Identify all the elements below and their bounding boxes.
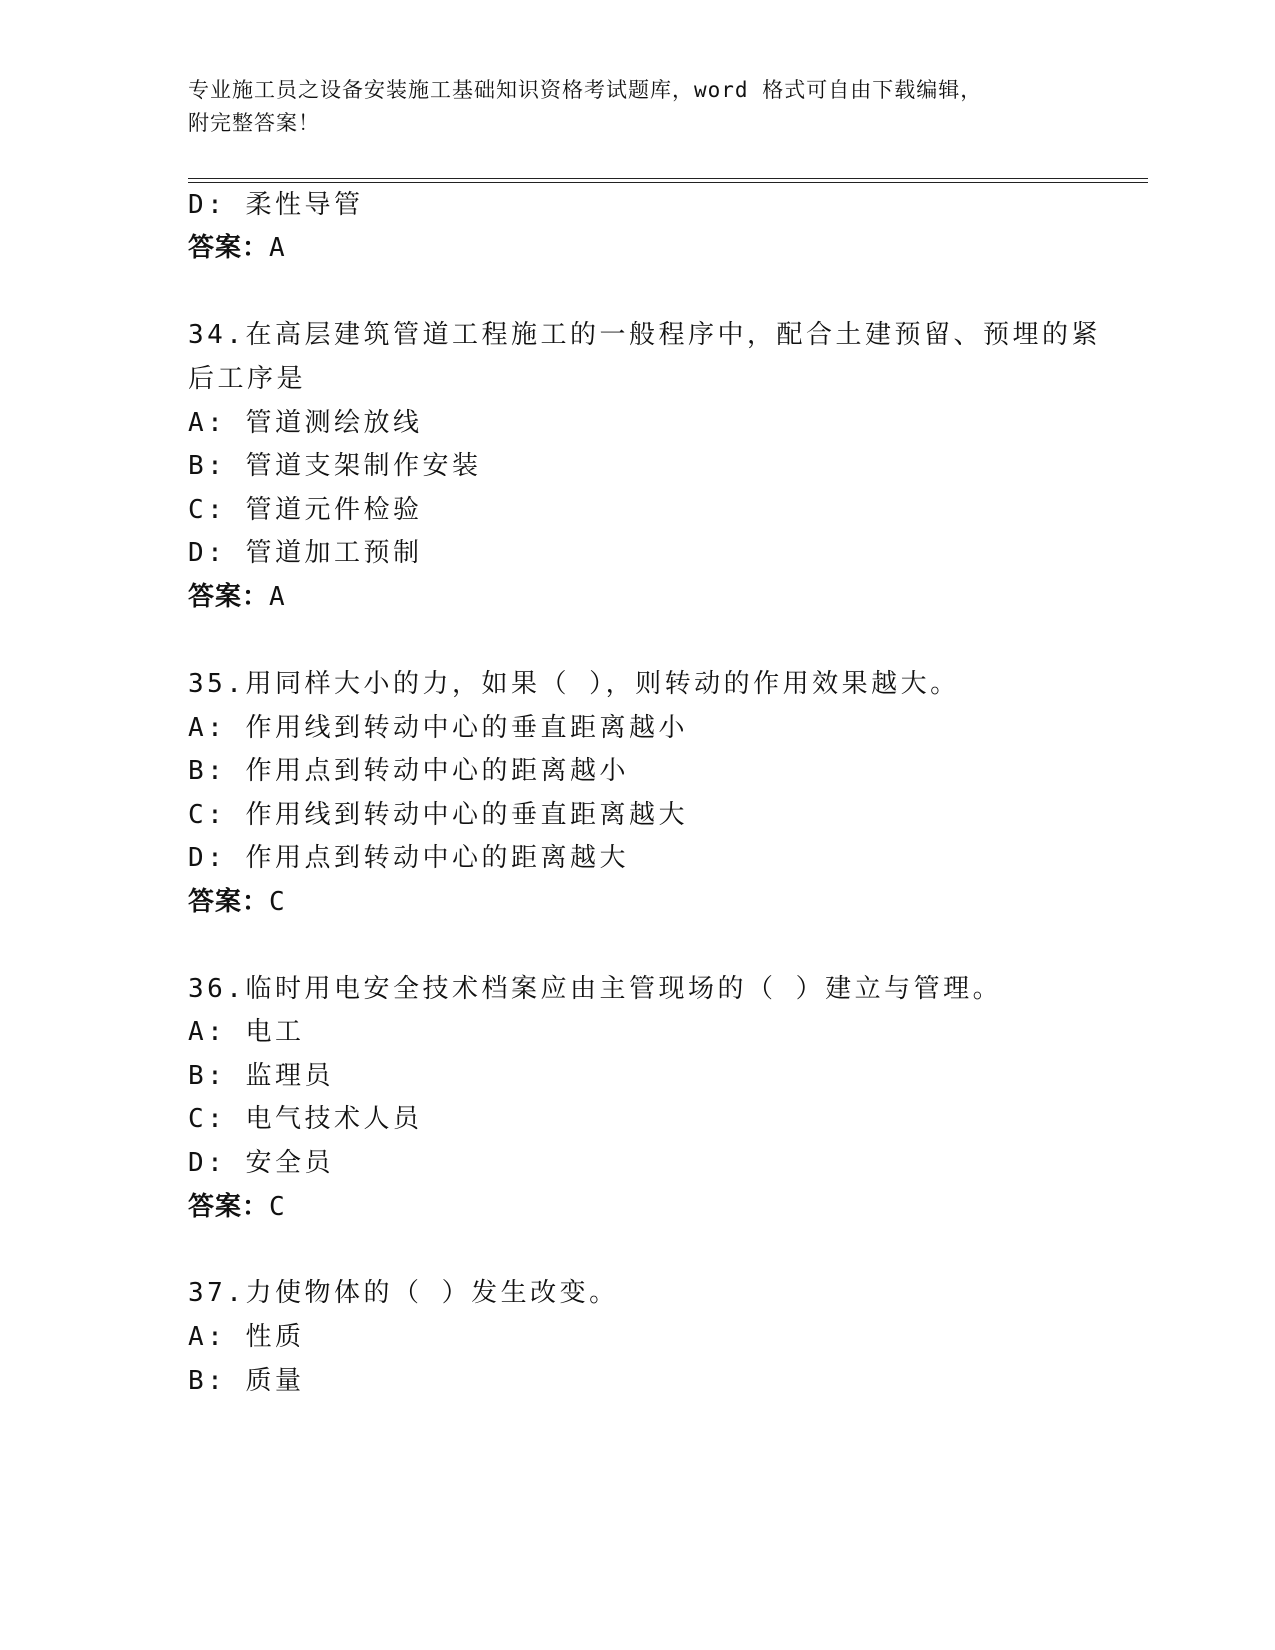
option-a: A: 作用线到转动中心的垂直距离越小 xyxy=(188,713,688,743)
option-c: C: 管道元件检验 xyxy=(188,495,423,525)
option-a: A: 电工 xyxy=(188,1017,305,1047)
header-line-1: 专业施工员之设备安装施工基础知识资格考试题库，word 格式可自由下载编辑， xyxy=(188,78,983,102)
answer-value: C xyxy=(269,1192,286,1222)
document-header xyxy=(188,74,1088,140)
header-divider xyxy=(188,178,1148,183)
answer-label: 答案： xyxy=(188,582,270,612)
question-stem: 34.在高层建筑管道工程施工的一般程序中，配合土建预留、预埋的紧 xyxy=(188,320,1101,350)
answer-line xyxy=(188,1190,286,1224)
header-line-2: 附完整答案！ xyxy=(188,111,320,135)
option-d: D: 管道加工预制 xyxy=(188,538,423,568)
option-a: A: 性质 xyxy=(188,1322,305,1352)
option-b: B: 质量 xyxy=(188,1366,305,1396)
option-d: D: 柔性导管 xyxy=(188,190,364,220)
answer-line xyxy=(188,885,286,919)
question-stem-continued: 后工序是 xyxy=(188,364,307,394)
option-b: B: 作用点到转动中心的距离越小 xyxy=(188,756,629,786)
answer-value: A xyxy=(269,233,286,263)
answer-label: 答案： xyxy=(188,887,270,917)
option-c: C: 电气技术人员 xyxy=(188,1104,423,1134)
answer-value: A xyxy=(269,582,286,612)
option-c: C: 作用线到转动中心的垂直距离越大 xyxy=(188,800,688,830)
option-d: D: 安全员 xyxy=(188,1148,334,1178)
question-stem: 36.临时用电安全技术档案应由主管现场的（ ）建立与管理。 xyxy=(188,974,1003,1004)
answer-line xyxy=(188,231,286,265)
option-d: D: 作用点到转动中心的距离越大 xyxy=(188,843,629,873)
option-b: B: 管道支架制作安装 xyxy=(188,451,482,481)
option-a: A: 管道测绘放线 xyxy=(188,408,423,438)
option-b: B: 监理员 xyxy=(188,1061,334,1091)
answer-label: 答案： xyxy=(188,233,270,263)
question-stem: 35.用同样大小的力，如果（ ），则转动的作用效果越大。 xyxy=(188,669,960,699)
answer-label: 答案： xyxy=(188,1192,270,1222)
answer-line xyxy=(188,580,286,614)
question-stem: 37.力使物体的（ ）发生改变。 xyxy=(188,1278,619,1308)
answer-value: C xyxy=(269,887,286,917)
